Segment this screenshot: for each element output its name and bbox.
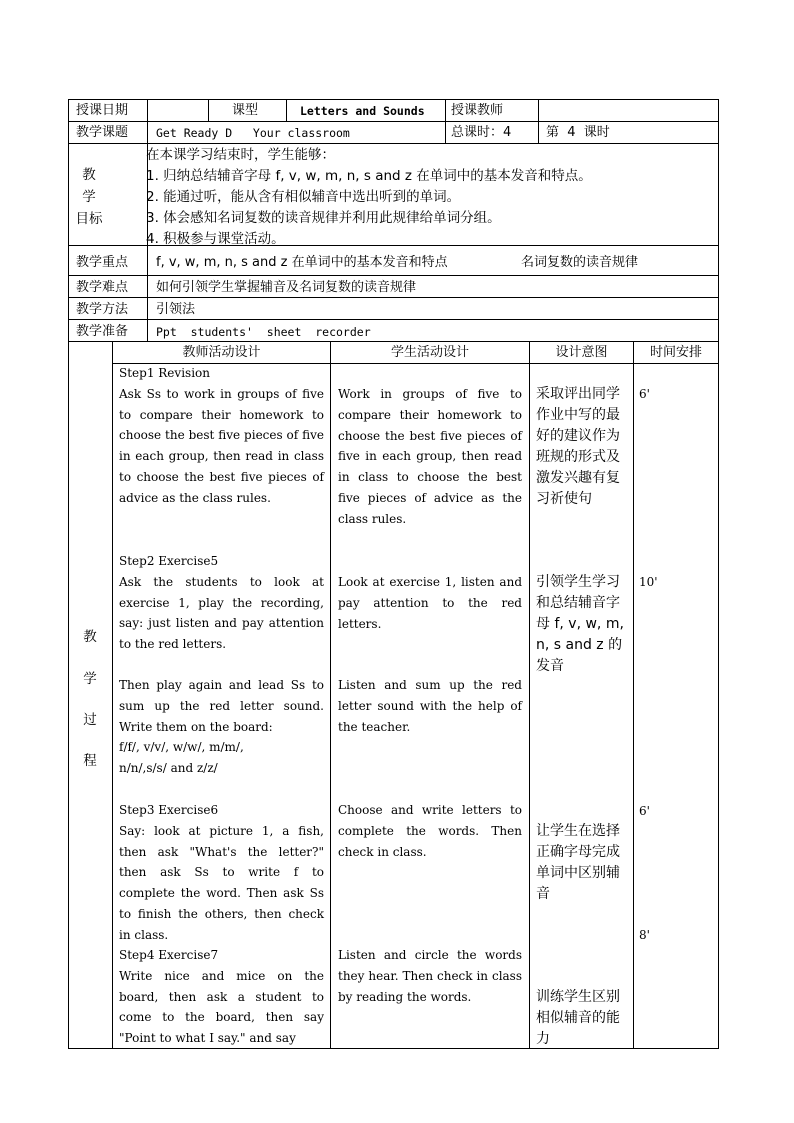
step1-intent: 采取评出同学作业中写的最好的建议作为班规的形式及激发兴趣有复习祈使句 <box>536 386 620 507</box>
key-points-label: 教学重点 <box>76 255 129 270</box>
objectives-label-1: 教 <box>82 167 96 183</box>
row-divider <box>68 121 719 122</box>
step1-teacher: Step1 Revision Ask Ss to work in groups of five to compare their homework to choose the best five pieces of five in each group, then read in class to choose the best five pieces of advice as the class rules. <box>119 366 324 505</box>
process-label-4: 程 <box>83 753 97 769</box>
col-header-intent: 设计意图 <box>555 345 608 360</box>
row-divider <box>68 143 719 144</box>
difficulty-label: 教学难点 <box>76 280 129 295</box>
topic-label: 教学课题 <box>76 125 129 140</box>
row-divider <box>68 275 719 276</box>
col-header-time: 时间安排 <box>649 345 702 360</box>
key-points-value-2: 名词复数的读音规律 <box>521 255 639 270</box>
step2-time: 10' <box>639 575 658 589</box>
row-divider <box>68 341 719 342</box>
col-divider <box>330 341 331 1049</box>
process-label-3: 过 <box>83 712 97 728</box>
date-label: 授课日期 <box>76 103 129 118</box>
total-periods: 总课时：4 <box>451 125 512 140</box>
col-divider <box>538 99 539 143</box>
process-label-2: 学 <box>83 671 97 687</box>
objectives-label-2: 学 <box>82 189 96 205</box>
table-border-top <box>68 99 719 100</box>
col-divider <box>633 341 634 1049</box>
table-border-right <box>718 99 719 1049</box>
step2-teacher-continued: Then play again and lead Ss to sum up the red letter sound. Write them on the board: f/f/, v/v/, w/w/, m/m/, n/n/,s/s/ and z/z/ <box>119 678 324 776</box>
row-divider <box>68 297 719 298</box>
objectives-intro: 在本课学习结束时，学生能够： <box>146 147 335 163</box>
objective-item-4: 4. 积极参与课堂活动。 <box>146 231 285 247</box>
process-label-divider <box>112 341 113 1049</box>
step2-student-continued: Listen and sum up the red letter sound with the help of the teacher. <box>338 678 522 734</box>
step4-time: 8' <box>639 928 650 942</box>
step2-intent: 引领学生学习和总结辅音字母 f, v, w, m, n, s and z 的发音 <box>536 574 624 674</box>
step2-teacher: Step2 Exercise5 Ask the students to look at exercise 1, play the recording, say: just listen and pay attention to the red letters. <box>119 554 324 652</box>
row-divider <box>68 319 719 320</box>
type-label: 课型 <box>232 103 259 118</box>
period-number: 第 4 课时 <box>546 125 610 140</box>
objectives-label-3: 目标 <box>75 211 103 227</box>
step4-student: Listen and circle the words they hear. Then check in class by reading the words. <box>338 948 522 1004</box>
objective-item-1: 1. 归纳总结辅音字母 f, v, w, m, n, s and z 在单词中的基本发音和特点。 <box>146 168 592 184</box>
key-points-value-1: f, v, w, m, n, s and z 在单词中的基本发音和特点 <box>156 255 448 270</box>
lesson-plan-table <box>68 99 719 1049</box>
step1-time: 6' <box>639 387 650 401</box>
step3-teacher: Step3 Exercise6 Say: look at picture 1, a fish, then ask "What's the letter?" then ask Ss to write f to complete the word. Then ask Ss to finish the others, then check in class. <box>119 803 324 942</box>
step4-intent: 训练学生区别相似辅音的能力 <box>536 989 620 1047</box>
step2-student: Look at exercise 1, listen and pay attention to the red letters. <box>338 575 522 631</box>
difficulty-value: 如何引领学生掌握辅音及名词复数的读音规律 <box>156 280 417 295</box>
process-label-1: 教 <box>83 629 97 645</box>
prep-value: Ppt students' sheet recorder <box>156 325 371 339</box>
method-label: 教学方法 <box>76 302 129 317</box>
col-divider <box>529 341 530 1049</box>
prep-label: 教学准备 <box>76 324 129 339</box>
step1-student: Work in groups of five to compare their homework to choose the best five pieces of five in each group, then read in class to choose the best five pieces of advice as the class rules. <box>338 387 522 526</box>
step3-time: 6' <box>639 804 650 818</box>
step3-student: Choose and write letters to complete the words. Then check in class. <box>338 803 522 859</box>
objective-item-2: 2. 能通过听，能从含有相似辅音中选出听到的单词。 <box>146 189 461 205</box>
method-value: 引领法 <box>156 302 196 317</box>
col-divider <box>445 99 446 143</box>
col-divider <box>208 99 209 121</box>
type-value: Letters and Sounds <box>300 104 425 118</box>
col-divider <box>286 99 287 121</box>
teacher-label: 授课教师 <box>451 103 504 118</box>
objective-item-3: 3. 体会感知名词复数的读音规律并利用此规律给单词分组。 <box>146 210 501 226</box>
step3-intent: 让学生在选择正确字母完成单词中区别辅音 <box>536 823 620 902</box>
col-header-teacher: 教师活动设计 <box>182 345 261 360</box>
table-border-left <box>68 99 69 1049</box>
topic-value: Get Ready D Your classroom <box>156 126 350 140</box>
col-header-student: 学生活动设计 <box>390 345 469 360</box>
step4-teacher: Step4 Exercise7 Write nice and mice on the board, then ask a student to come to the board, then say "Point to what I say." and say <box>119 948 324 1046</box>
